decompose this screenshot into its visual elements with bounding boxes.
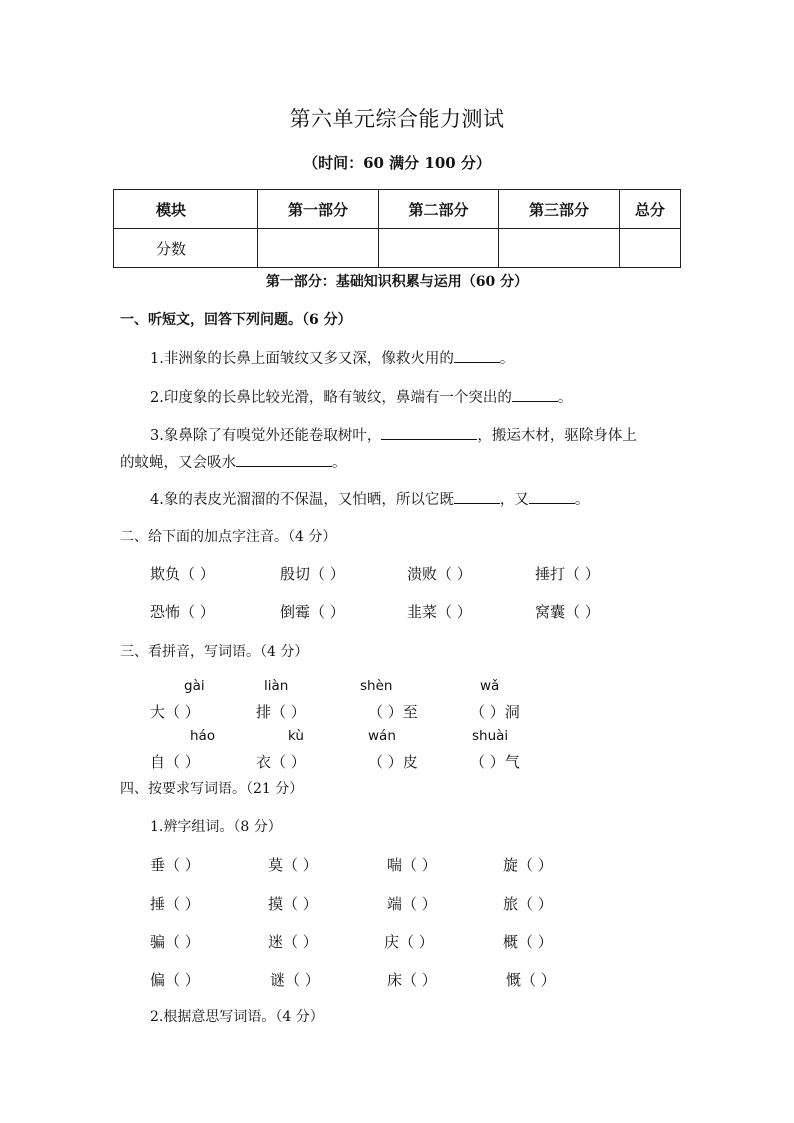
q3-word: 大（ ） bbox=[150, 703, 200, 721]
q3-word: （ ）气 bbox=[470, 753, 520, 771]
q2-word: 溃败（ ） bbox=[407, 565, 472, 583]
q1-item-4 bbox=[150, 488, 589, 509]
q1-item-2-text: 2.印度象的长鼻比较光滑，略有皱纹，鼻端有一个突出的 bbox=[150, 390, 512, 406]
q4-sub2: 2.根据意思写词语。（4 分） bbox=[150, 1009, 324, 1025]
answer-blank[interactable] bbox=[381, 425, 477, 440]
q3-heading: 三、看拼音，写词语。（4 分） bbox=[120, 644, 309, 660]
score-header-part3: 第三部分 bbox=[499, 190, 620, 229]
page-title: 第六单元综合能力测试 bbox=[289, 107, 505, 131]
q4-word: 骗（ ） bbox=[150, 933, 200, 951]
pinyin-label: kù bbox=[288, 728, 304, 744]
q2-heading: 二、给下面的加点字注音。（4 分） bbox=[120, 529, 337, 545]
q4-word: 莫（ ） bbox=[268, 856, 318, 874]
q4-heading: 四、按要求写词语。（21 分） bbox=[120, 781, 304, 797]
q4-word: 庆（ ） bbox=[384, 933, 434, 951]
score-header-part2: 第二部分 bbox=[378, 190, 499, 229]
q3-word: 自（ ） bbox=[150, 753, 200, 771]
answer-blank[interactable] bbox=[454, 348, 500, 363]
q4-word: 喘（ ） bbox=[387, 856, 437, 874]
q4-word: 谜（ ） bbox=[270, 971, 320, 989]
pinyin-label: gài bbox=[184, 678, 205, 694]
q1-item-4-end: 。 bbox=[574, 492, 590, 508]
score-header-total: 总分 bbox=[619, 190, 680, 229]
q4-word: 慨（ ） bbox=[506, 971, 556, 989]
q4-sub1: 1.辨字组词。（8 分） bbox=[150, 819, 282, 835]
part1-title: 第一部分：基础知识积累与运用（60 分） bbox=[265, 274, 529, 290]
q1-item-4-text: 4.象的表皮光溜溜的不保温，又怕晒，所以它既 bbox=[150, 492, 454, 508]
pinyin-label: wán bbox=[368, 728, 396, 744]
q4-word: 偏（ ） bbox=[150, 971, 200, 989]
answer-blank[interactable] bbox=[529, 489, 575, 504]
q4-word: 垂（ ） bbox=[150, 856, 200, 874]
q1-item-3 bbox=[150, 424, 637, 445]
q2-word: 倒霉（ ） bbox=[280, 603, 345, 621]
q2-word: 殷切（ ） bbox=[280, 565, 345, 583]
q1-item-3-continued bbox=[120, 451, 347, 472]
q1-item-2 bbox=[150, 386, 572, 407]
answer-blank[interactable] bbox=[236, 452, 332, 467]
q1-item-3-text: 3.象鼻除了有嗅觉外还能卷取树叶， bbox=[150, 428, 382, 444]
q4-word: 概（ ） bbox=[503, 933, 553, 951]
q3-word: （ ）至 bbox=[368, 703, 418, 721]
q4-word: 床（ ） bbox=[387, 971, 437, 989]
q1-item-3-rest: ，搬运木材，驱除身体上 bbox=[477, 428, 637, 444]
score-table bbox=[113, 189, 681, 268]
score-cell-total bbox=[619, 229, 680, 268]
q4-word: 迷（ ） bbox=[268, 933, 318, 951]
q1-item-3b-end: 。 bbox=[332, 455, 347, 471]
q1-item-1-end: 。 bbox=[499, 351, 515, 367]
q4-word: 捶（ ） bbox=[150, 895, 200, 913]
answer-blank[interactable] bbox=[512, 387, 558, 402]
score-cell-part2 bbox=[378, 229, 499, 268]
pinyin-label: liàn bbox=[264, 678, 289, 694]
q2-word: 韭菜（ ） bbox=[407, 603, 472, 621]
q3-word: 衣（ ） bbox=[256, 753, 306, 771]
q4-word: 旋（ ） bbox=[503, 856, 553, 874]
pinyin-label: shuài bbox=[472, 728, 509, 744]
score-header-module: 模块 bbox=[114, 190, 258, 229]
score-cell-part1 bbox=[258, 229, 379, 268]
q2-word: 恐怖（ ） bbox=[150, 603, 215, 621]
q1-heading: 一、听短文，回答下列问题。（6 分） bbox=[120, 312, 352, 328]
pinyin-label: háo bbox=[190, 728, 216, 744]
q1-item-2-end: 。 bbox=[557, 390, 573, 406]
q3-word: （ ）皮 bbox=[368, 753, 418, 771]
q4-word: 端（ ） bbox=[387, 895, 437, 913]
pinyin-label: shèn bbox=[360, 678, 393, 694]
q1-item-1 bbox=[150, 347, 514, 368]
exam-info: （时间：60 满分 100 分） bbox=[303, 154, 491, 172]
q2-word: 欺负（ ） bbox=[150, 565, 215, 583]
q1-item-1-text: 1.非洲象的长鼻上面皱纹又多又深，像救火用的 bbox=[150, 351, 454, 367]
q2-word: 捶打（ ） bbox=[535, 565, 600, 583]
score-header-part1: 第一部分 bbox=[258, 190, 379, 229]
q2-word: 窝囊（ ） bbox=[535, 603, 600, 621]
q3-word: 排（ ） bbox=[256, 703, 306, 721]
q1-item-3b-text: 的蚊蝇，又会吸水 bbox=[120, 455, 236, 471]
pinyin-label: wǎ bbox=[480, 678, 500, 694]
q4-word: 旅（ ） bbox=[503, 895, 553, 913]
q3-word: （ ）洞 bbox=[470, 703, 520, 721]
score-table-score-row bbox=[114, 229, 681, 268]
score-cell-part3 bbox=[499, 229, 620, 268]
score-table-header-row bbox=[114, 190, 681, 229]
answer-blank[interactable] bbox=[454, 489, 500, 504]
q4-word: 摸（ ） bbox=[268, 895, 318, 913]
q1-item-4-mid: ，又 bbox=[499, 492, 529, 508]
score-row-label: 分数 bbox=[114, 229, 258, 268]
